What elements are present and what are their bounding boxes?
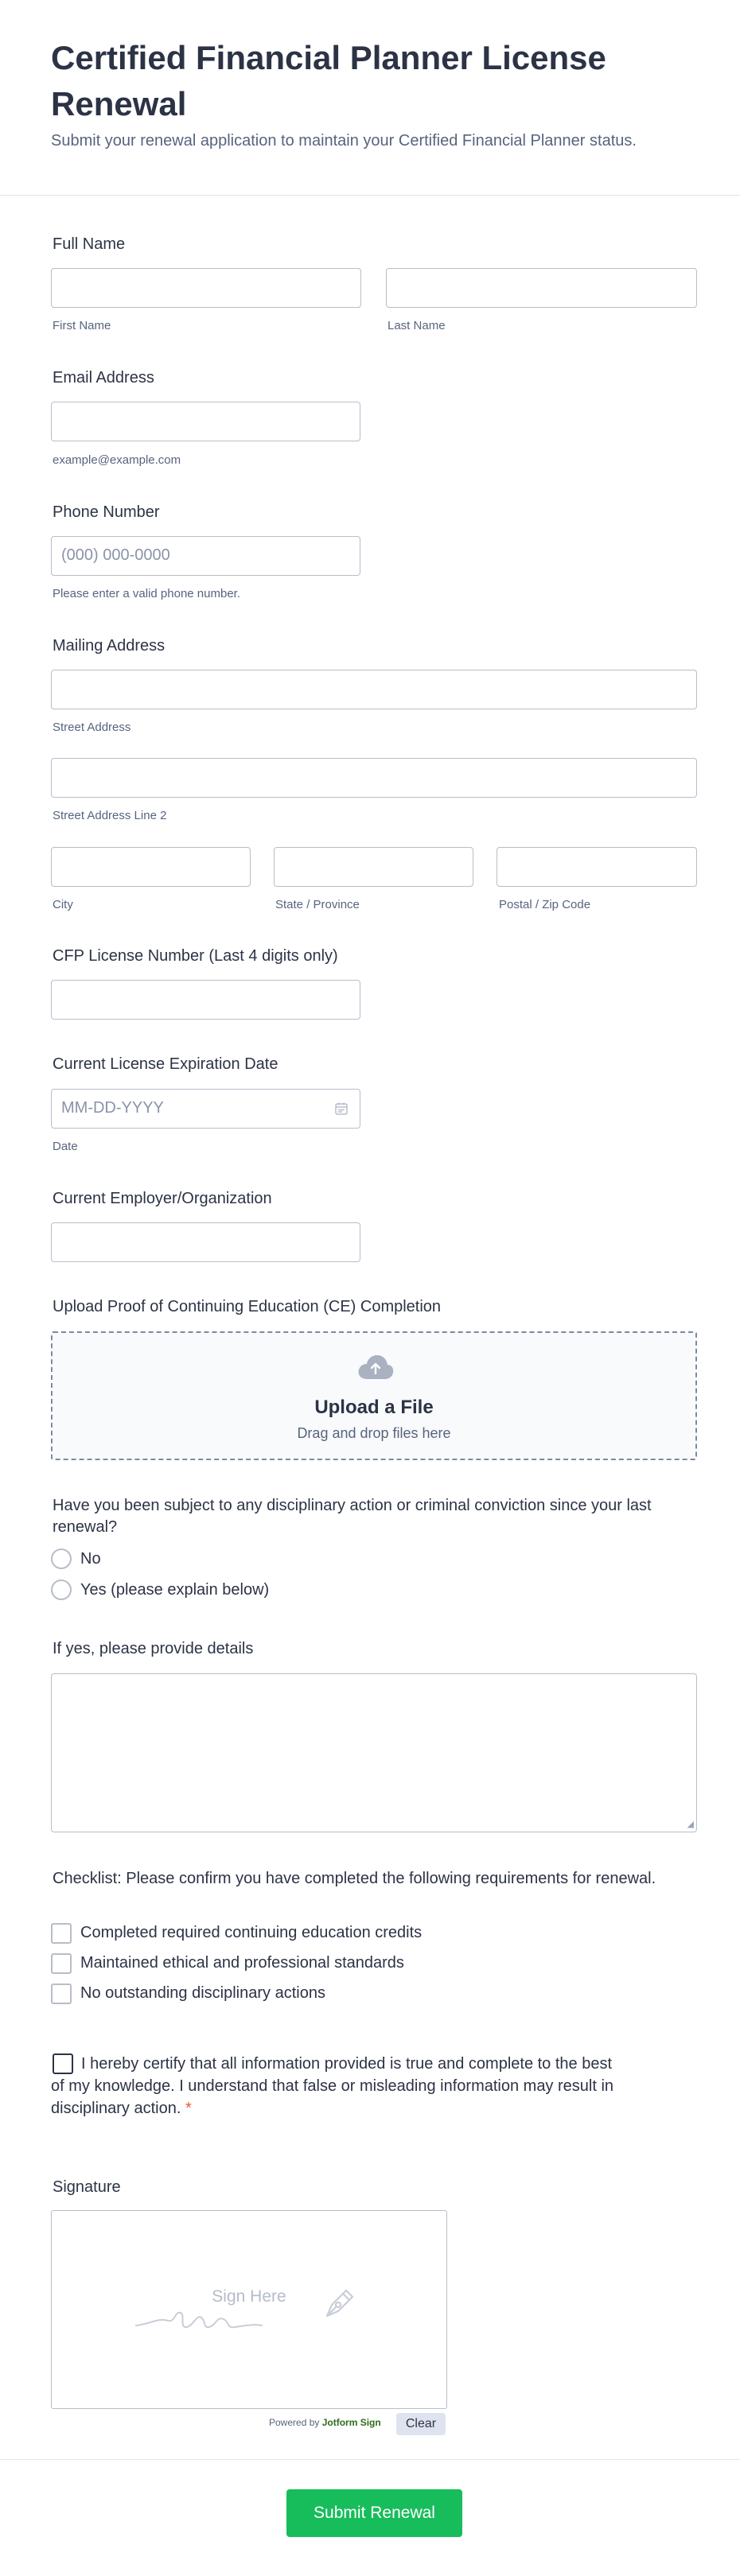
street-address-input[interactable] xyxy=(51,670,697,709)
state-sublabel: State / Province xyxy=(275,898,360,911)
signature-pad[interactable] xyxy=(51,2210,447,2409)
checkbox-ce-credits[interactable] xyxy=(51,1923,72,1944)
pen-nib-icon xyxy=(322,2287,356,2325)
file-upload-dropzone[interactable] xyxy=(51,1331,697,1460)
certification-text[interactable] xyxy=(51,2053,624,2119)
signature-placeholder: Sign Here xyxy=(212,2287,286,2306)
street-address-2-input[interactable] xyxy=(51,758,697,798)
employer-label: Current Employer/Organization xyxy=(53,1190,272,1207)
checkbox-ethics-label[interactable]: Maintained ethical and professional standards xyxy=(80,1954,404,1972)
phone-sublabel: Please enter a valid phone number. xyxy=(53,587,240,600)
email-label: Email Address xyxy=(53,369,154,387)
page-title: Certified Financial Planner License Renewal xyxy=(51,39,606,122)
last-name-input[interactable] xyxy=(386,268,697,308)
checkbox-no-disciplinary-label[interactable]: No outstanding disciplinary actions xyxy=(80,1984,325,2002)
expiration-date-input[interactable] xyxy=(51,1089,360,1129)
employer-input[interactable] xyxy=(51,1222,360,1262)
state-input[interactable] xyxy=(274,847,473,887)
address-label: Mailing Address xyxy=(53,637,166,655)
license-input[interactable] xyxy=(51,980,360,1020)
expiration-placeholder: MM-DD-YYYY xyxy=(61,1099,164,1117)
expiration-sublabel: Date xyxy=(53,1140,78,1153)
street-address-sublabel: Street Address xyxy=(53,721,131,734)
last-name-sublabel: Last Name xyxy=(388,319,446,332)
signature-label: Signature xyxy=(53,2178,121,2196)
radio-yes[interactable] xyxy=(51,1579,72,1600)
powered-by-brand: Jotform Sign xyxy=(321,2417,381,2428)
footer-divider xyxy=(0,2459,740,2460)
full-name-label: Full Name xyxy=(53,235,126,253)
calendar-icon[interactable] xyxy=(334,1102,349,1120)
city-input[interactable] xyxy=(51,847,251,887)
checkbox-no-disciplinary[interactable] xyxy=(51,1983,72,2004)
radio-yes-label[interactable]: Yes (please explain below) xyxy=(80,1581,270,1599)
submit-button[interactable]: Submit Renewal xyxy=(286,2489,462,2537)
email-input[interactable] xyxy=(51,402,360,441)
checkbox-ethics[interactable] xyxy=(51,1953,72,1974)
license-label: CFP License Number (Last 4 digits only) xyxy=(53,947,338,965)
certification-label: I hereby certify that all information provided is true and complete to the best of my knowledge. I understand that false or misleading information may result in disciplinary action. xyxy=(51,2055,614,2117)
powered-by-text xyxy=(269,2417,381,2428)
zip-input[interactable] xyxy=(497,847,697,887)
details-label: If yes, please provide details xyxy=(53,1640,254,1657)
zip-sublabel: Postal / Zip Code xyxy=(499,898,591,911)
street-address-2-sublabel: Street Address Line 2 xyxy=(53,809,167,822)
clear-signature-button[interactable]: Clear xyxy=(396,2413,446,2435)
city-sublabel: City xyxy=(53,898,73,911)
page-subtitle: Submit your renewal application to maintain your Certified Financial Planner status. xyxy=(51,132,637,150)
first-name-input[interactable] xyxy=(51,268,361,308)
email-sublabel: example@example.com xyxy=(53,453,181,467)
upload-title: Upload a File xyxy=(314,1397,434,1418)
upload-label: Upload Proof of Continuing Education (CE) Completion xyxy=(53,1298,442,1315)
disciplinary-label: Have you been subject to any disciplinary action or criminal conviction since your last renewal? xyxy=(53,1497,652,1536)
first-name-sublabel: First Name xyxy=(53,319,111,332)
checkbox-ce-credits-label[interactable]: Completed required continuing education credits xyxy=(80,1924,423,1941)
radio-no-label[interactable]: No xyxy=(80,1550,101,1568)
phone-label: Phone Number xyxy=(53,503,160,521)
upload-subtitle: Drag and drop files here xyxy=(297,1425,451,1441)
phone-input[interactable] xyxy=(51,536,360,576)
radio-no[interactable] xyxy=(51,1548,72,1569)
details-textarea[interactable] xyxy=(51,1673,697,1832)
required-asterisk: * xyxy=(185,2100,192,2117)
phone-placeholder: (000) 000-0000 xyxy=(61,546,170,564)
form-header xyxy=(0,0,740,196)
resize-handle-icon[interactable]: ◢ xyxy=(687,1820,694,1829)
powered-by-prefix: Powered by xyxy=(269,2417,320,2428)
cloud-upload-icon xyxy=(356,1354,395,1385)
checklist-label: Checklist: Please confirm you have completed the following requirements for renewal. xyxy=(53,1870,656,1887)
expiration-label: Current License Expiration Date xyxy=(53,1055,278,1073)
